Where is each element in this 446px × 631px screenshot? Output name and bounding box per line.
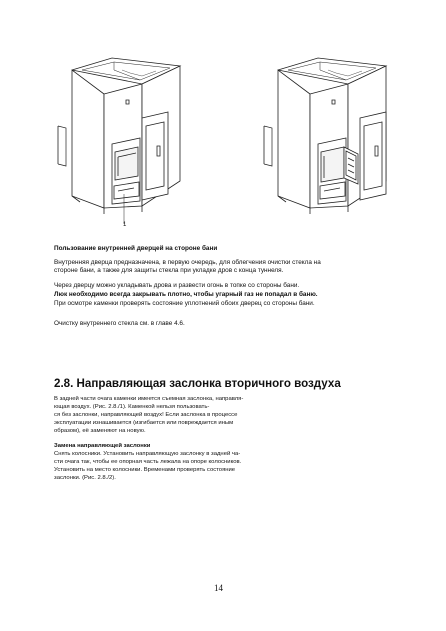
section-heading-air-damper: 2.8. Направляющая заслонка вторичного воздуха [54,377,341,390]
paragraph-line: заслонки. (Рис. 2.8./2). [54,475,116,481]
paragraph-line: ющая воздух. (Рис. 2.8./1). Каменкой нельзя пользовать- [54,404,210,410]
paragraph-line: Снять колосники. Установить направляющую заслонку в задней ча- [54,451,241,457]
paragraph-line: Внутренняя дверца предназначена, в первую очередь, для облегчения очистки стекла на [54,259,321,266]
stove-illustration-inner-door-open [258,56,408,236]
warning-bold-line: Люк необходимо всегда закрывать плотно, чтобы угарный газ не попадал в баню. [54,291,318,298]
paragraph-line: стороне бани, а также для защиты стекла при укладке дров с конца туннеля. [54,267,284,274]
paragraph-line: При осмотре каменки проверять состояние уплотнений обоих дверец со стороны бани. [54,300,315,307]
paragraph-line: В задней части очага каменки имеется съемная заслонка, направля- [54,396,244,402]
section-heading-inner-door: Пользование внутренней дверцей на стороне бани [54,245,218,252]
stove-illustration-inner-door-closed [52,56,202,236]
paragraph-line: Очистку внутреннего стекла см. в главе 4.6. [54,320,185,327]
paragraph-line: образом), её заменяют на новую. [54,428,146,434]
paragraph-line: Через дверцу можно укладывать дрова и развести огонь в топке со стороны бани. [54,282,300,289]
paragraph-line: эксплуатации изнашивается (изгибается или повреждается иным [54,420,234,426]
paragraph-line: сти очага так, чтобы ее опорная часть лежала на опоре колосников. [54,459,242,465]
subheading-damper-replacement: Замена направляющей заслонки [54,443,151,449]
figure-callout-1: 1 [123,222,127,228]
page-number: 14 [214,583,223,593]
paragraph-line: Установить на место колосники. Временами проверять состояние [54,467,236,473]
paragraph-line: ся без заслонки, направляющей воздух! Если заслонка в процессе [54,412,238,418]
